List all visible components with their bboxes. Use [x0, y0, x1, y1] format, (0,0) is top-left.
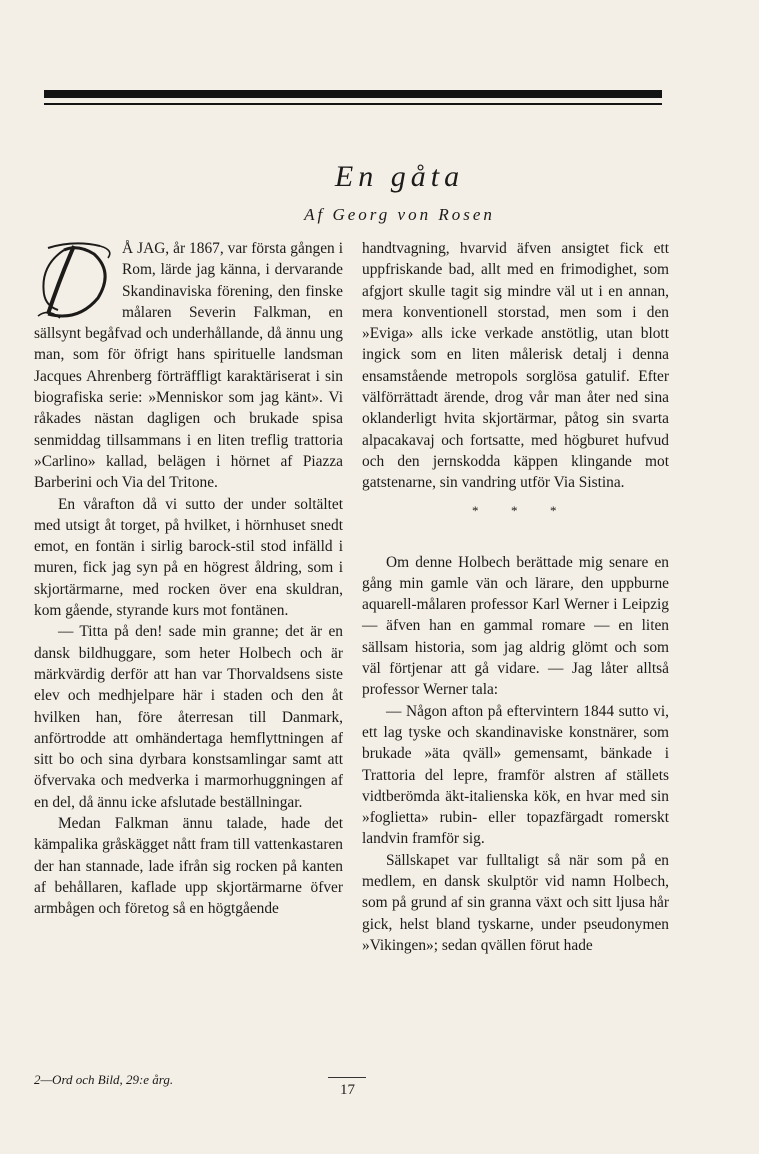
right-column	[362, 238, 669, 956]
article-byline: Af Georg von Rosen	[304, 205, 495, 224]
dropcap-ornament	[34, 238, 116, 322]
left-column	[34, 238, 343, 920]
header-rule-thick	[44, 90, 662, 98]
paragraph-6: Om denne Holbech berättade mig senare en gång min gamle vän och lärare, den uppburne aquarell-målaren professor Karl Werner i Leipzig — äfven han en gammal romare — en liten sällsam historia, som jag aldrig glömt och som väl förtjenar att gå vidare. — Jag låter alltså professor Werner tala:	[362, 553, 669, 699]
footer-rule	[328, 1077, 366, 1078]
paragraph-3: — Titta på den! sade min granne; det är en dansk bildhuggare, som heter Holbech och är märkvärdig derför att han var Thorvaldsens siste elev och medhjelpare här i staden och den åt hvilken han, före återresan till Danmark, anförtrodde att omhändertaga hemflyttningen af sitt bo och sina dyrbara konstsamlingar samt att öfvervaka och medverka i marmorhuggningen af en del, då ännu icke afslutade beställningar.	[34, 623, 343, 811]
paragraph-1-text: Å JAG, år 1867, var första gången i Rom, lärde jag känna, i dervarande Skandinaviska förening, den finske målaren Severin Falkman, en sällsynt begåfvad och underhållande, då ännu ung man, som för öfrigt hans spirituelle landsman Jacques Ahrenberg förträffligt karaktäriserat i sin biografiska serie: »Menniskor som jag känt». Vi råkades nästan dagligen och brukade spisa senmiddag tillsammans i en liten treflig trattoria »Carlino» kallad, belägen i hörnet af Piazza Barberini och Via del Tritone.	[34, 240, 343, 492]
separator-text: * * *	[472, 502, 557, 518]
paragraph-7: — Någon afton på eftervintern 1844 sutto vi, ett lag tyske och skandinaviske konstnärer, som brukade »äta qväll» gemensamt, bänkade i Trattoria del lepre, framför alstren af ställets vidtberömda äkt-italienska kök, en hvar med sin »foglietta» rubin- eller topazfärgadt romerskt landvin framför sig.	[362, 702, 669, 848]
page-number: 17	[340, 1082, 355, 1098]
footer-signature: 2—Ord och Bild, 29:e årg.	[34, 1072, 174, 1087]
paragraph-8: Sällskapet var fulltaligt så när som på en medlem, en dansk skulptör vid namn Holbech, som på grund af sin granna växt och sitt ljusa hår gick, helst bland tyskarne, under pseudonymen »Vikingen»; sedan qvällen förut hade	[362, 851, 669, 954]
article-title: En gåta	[334, 160, 465, 193]
paragraph-2: En vårafton då vi sutto der under soltältet med utsigt åt torget, på hvilket, i hörnhuset snedt emot, en fontän i sirlig barock-stil stod infälld i muren, fick jag syn på en högrest åldring, som i skjortärmarne, med rocken över ena skuldran, kom gående, styrande kurs mot fontänen.	[34, 495, 343, 620]
paragraph-1	[34, 238, 343, 494]
header-rule-thin	[44, 103, 662, 105]
section-separator	[362, 494, 669, 536]
paragraph-4: Medan Falkman ännu talade, hade det kämpalika gråskägget nått fram till vattenkastaren der han stannade, lade ifrån sig rocken på kanten af behållaren, kaflade upp skjortärmarne öfver armbågen och företog så en högtgående	[34, 815, 343, 918]
paragraph-5: handtvagning, hvarvid äfven ansigtet fick ett uppfriskande bad, allt med en frimodighet, som afgjort skulle tagit sig mindre väl ut i en annan, mera konventionell storstad, men som i den »Eviga» alls icke verkade anstötlig, utan blott ingick som en liten målerisk detalj i denna ensamstående metropols sorglösa gatulif. Efter välförrättadt ärende, drog vår man åter ned sina oklanderligt hvita skjortärmar, påtog sin svarta alpacakavaj och fortsatte, med högburet hufvud och den jernskodda käppen klingande mot gatstenarne, sin vandring utför Via Sistina.	[362, 240, 669, 492]
